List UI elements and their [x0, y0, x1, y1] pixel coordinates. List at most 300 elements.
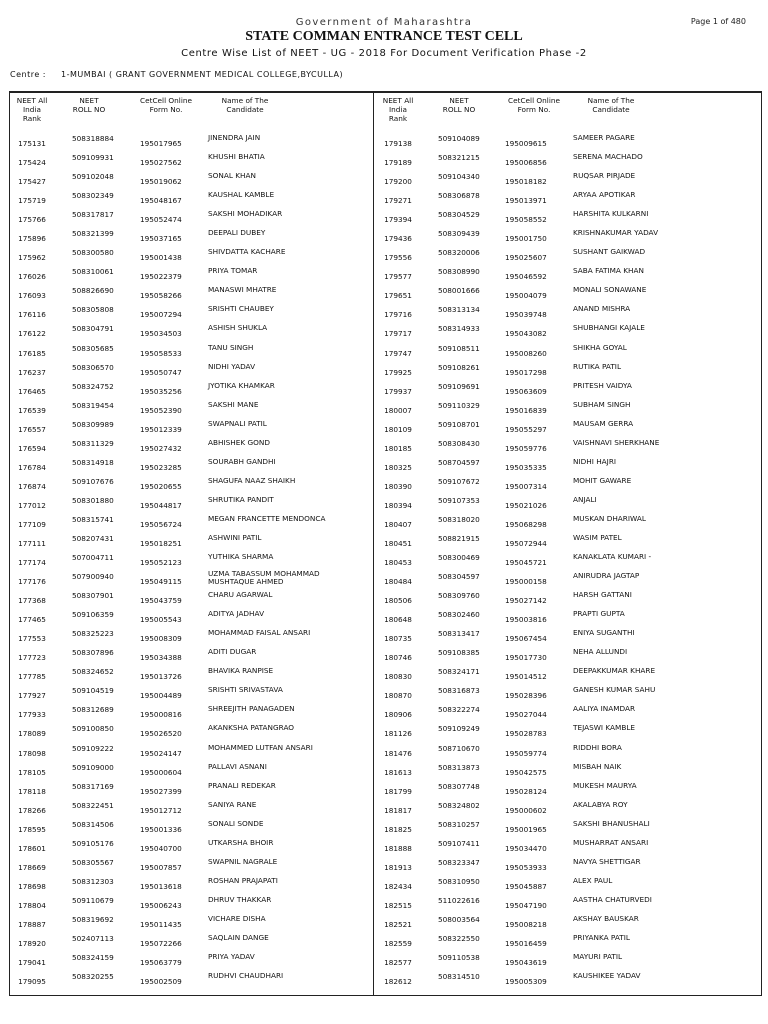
form-no-cell: 195020655 — [140, 481, 182, 491]
table-row — [376, 340, 761, 359]
right-rows — [376, 130, 761, 987]
table-row — [10, 454, 372, 473]
candidate-name-cell: VICHARE DISHA — [208, 913, 266, 923]
roll-no-cell: 508704597 — [438, 457, 480, 467]
roll-no-cell: 508315741 — [72, 514, 114, 524]
roll-no-cell: 508302349 — [72, 191, 114, 201]
candidate-name-cell: AALIYA INAMDAR — [573, 704, 636, 714]
table-row — [10, 301, 372, 320]
roll-no-cell: 508313873 — [438, 762, 480, 772]
candidate-name-cell: MAUSAM GERRA — [573, 418, 634, 428]
form-no-cell: 195004079 — [505, 291, 547, 301]
rank-cell: 178669 — [18, 862, 46, 872]
form-no-cell: 195027432 — [140, 443, 182, 453]
candidate-name-cell: TANU SINGH — [208, 342, 254, 352]
table-row — [376, 720, 761, 739]
table-row — [10, 187, 372, 206]
table-row — [10, 359, 372, 378]
rank-cell: 180830 — [384, 672, 412, 682]
form-no-cell: 195063609 — [505, 386, 547, 396]
rank-cell: 182612 — [384, 977, 412, 987]
candidate-name-cell: ADITYA JADHAV — [208, 609, 265, 619]
roll-no-cell: 509109931 — [72, 153, 114, 163]
roll-no-cell: 508324752 — [72, 381, 114, 391]
roll-no-cell: 508319454 — [72, 400, 114, 410]
form-no-cell: 195017730 — [505, 653, 547, 663]
form-no-cell: 195053933 — [505, 862, 547, 872]
form-no-cell: 195008309 — [140, 634, 182, 644]
roll-no-cell: 509109691 — [438, 381, 480, 391]
candidate-name-cell: MEGAN FRANCETTE MENDONCA — [208, 513, 326, 523]
candidate-name-cell: SWAPNIL NAGRALE — [208, 856, 278, 866]
centre-line — [10, 70, 343, 79]
form-no-cell: 195067454 — [505, 634, 547, 644]
roll-no-cell: 509109249 — [438, 724, 480, 734]
rank-cell: 177723 — [18, 653, 46, 663]
rank-cell: 180746 — [384, 653, 412, 663]
candidate-name-cell: ASHISH SHUKLA — [208, 323, 268, 333]
table-row — [376, 206, 761, 225]
table-row — [376, 549, 761, 568]
rank-cell: 180007 — [384, 405, 412, 415]
table-row — [10, 530, 372, 549]
rank-cell: 176784 — [18, 462, 46, 472]
candidate-name-cell: MOHAMMED LUTFAN ANSARI — [208, 742, 313, 752]
table-row — [376, 568, 761, 587]
candidate-name-cell: MONALI SONAWANE — [573, 285, 647, 295]
roll-no-cell: 508308430 — [438, 438, 480, 448]
roll-no-cell: 508301880 — [72, 495, 114, 505]
header-form: CetCell Online Form No. — [140, 96, 192, 114]
rank-cell: 178098 — [18, 748, 46, 758]
form-no-cell: 195021026 — [505, 500, 547, 510]
candidate-name-cell: SUSHANT GAIKWAD — [573, 247, 646, 257]
candidate-name-cell: SHUBHANGI KAJALE — [573, 323, 645, 333]
roll-no-cell: 508313417 — [438, 629, 480, 639]
table-row — [10, 816, 372, 835]
form-no-cell: 195039748 — [505, 310, 547, 320]
table-row — [10, 549, 372, 568]
candidate-name-cell: RUQSAR PIRJADE — [573, 171, 636, 181]
form-no-cell: 195028783 — [505, 729, 547, 739]
roll-no-cell: 508300580 — [72, 248, 114, 258]
table-row — [10, 949, 372, 968]
candidate-name-cell: SABA FATIMA KHAN — [573, 266, 644, 276]
candidate-name-cell: PRIYANKA PATIL — [573, 932, 630, 942]
roll-no-cell: 508320006 — [438, 248, 480, 258]
rank-cell: 180870 — [384, 691, 412, 701]
candidate-name-cell: SAKSHI BHANUSHALI — [573, 818, 650, 828]
right-table — [376, 96, 761, 987]
form-no-cell: 195059776 — [505, 443, 547, 453]
form-no-cell: 195006243 — [140, 900, 182, 910]
rank-cell: 179271 — [384, 196, 412, 206]
table-row — [376, 797, 761, 816]
rank-cell: 179436 — [384, 234, 412, 244]
rank-cell: 180451 — [384, 538, 412, 548]
candidate-name-cell: ADITI DUGAR — [208, 647, 257, 657]
candidate-name-cell: UTKARSHA BHOIR — [208, 837, 274, 847]
form-no-cell: 195007294 — [140, 310, 182, 320]
rank-cell: 181476 — [384, 748, 412, 758]
candidate-name-cell: PRANALI REDEKAR — [208, 780, 276, 790]
form-no-cell: 195023285 — [140, 462, 182, 472]
candidate-name-cell: NIDHI YADAV — [208, 361, 256, 371]
candidate-name-cell: DEEPAKKUMAR KHARE — [573, 666, 656, 676]
rank-cell: 176465 — [18, 386, 46, 396]
roll-no-cell: 508325223 — [72, 629, 114, 639]
candidate-name-cell: RUTIKA PATIL — [573, 361, 622, 371]
table-row — [376, 263, 761, 282]
form-no-cell: 195017298 — [505, 367, 547, 377]
form-no-cell: 195055297 — [505, 424, 547, 434]
roll-no-cell: 508311329 — [72, 438, 114, 448]
table-row — [376, 130, 761, 149]
roll-no-cell: 509108261 — [438, 362, 480, 372]
candidate-name-cell: DHRUV THAKKAR — [208, 894, 272, 904]
candidate-name-cell: MOHIT GAWARE — [573, 475, 632, 485]
form-no-cell: 195068298 — [505, 519, 547, 529]
rank-cell: 179138 — [384, 139, 412, 148]
table-row — [376, 435, 761, 454]
table-row — [10, 759, 372, 778]
candidate-name-cell: HARSHITA KULKARNI — [573, 209, 649, 219]
roll-no-cell: 509110329 — [438, 400, 480, 410]
roll-no-cell: 508324652 — [72, 667, 114, 677]
form-no-cell: 195034470 — [505, 843, 547, 853]
form-no-cell: 195034503 — [140, 329, 182, 339]
candidate-name-cell: SRISHTI SRIVASTAVA — [208, 685, 283, 695]
table-row — [376, 244, 761, 263]
table-row — [376, 282, 761, 301]
table-row — [10, 416, 372, 435]
form-no-cell: 195012712 — [140, 805, 182, 815]
table-row — [10, 720, 372, 739]
rank-cell: 180648 — [384, 615, 412, 625]
form-no-cell: 195048167 — [140, 196, 182, 206]
roll-no-cell: 508304597 — [438, 572, 480, 582]
form-no-cell: 195000816 — [140, 710, 182, 720]
header-roll: NEET ROLL NO — [442, 96, 476, 114]
candidate-name-cell: KHUSHI BHATIA — [208, 152, 265, 162]
rank-cell: 175896 — [18, 234, 46, 244]
table-row — [376, 759, 761, 778]
roll-no-cell: 508207431 — [72, 533, 114, 543]
right-table-header — [376, 96, 761, 130]
form-no-cell: 195005543 — [140, 615, 182, 625]
rank-cell: 176116 — [18, 310, 46, 320]
table-row — [10, 244, 372, 263]
candidate-name-cell: MANASWI MHATRE — [208, 285, 277, 295]
table-row — [10, 740, 372, 759]
table-row — [10, 968, 372, 987]
candidate-name-cell: BHAVIKA RANPISE — [208, 666, 274, 676]
roll-no-cell: 509108385 — [438, 648, 480, 658]
candidate-name-cell: AKALABYA ROY — [573, 799, 628, 809]
roll-no-cell: 508001666 — [438, 286, 480, 296]
candidate-name-cell: NIDHI HAJRI — [573, 456, 617, 466]
roll-no-cell: 508305808 — [72, 305, 114, 315]
government-heading: Government of Maharashtra — [295, 17, 473, 28]
roll-no-cell: 511022616 — [438, 895, 480, 905]
roll-no-cell: 509109000 — [72, 762, 114, 772]
table-row — [10, 644, 372, 663]
candidate-name-cell: MUSHARRAT ANSARI — [573, 837, 649, 847]
rank-cell: 177109 — [18, 519, 46, 529]
table-row — [376, 663, 761, 682]
rank-cell: 179937 — [384, 386, 412, 396]
rank-cell: 178105 — [18, 767, 46, 777]
table-row — [376, 397, 761, 416]
form-no-cell: 195052123 — [140, 558, 182, 568]
table-row — [376, 454, 761, 473]
form-no-cell: 195058533 — [140, 348, 182, 358]
candidate-name-cell: SHAGUFA NAAZ SHAIKH — [208, 475, 296, 485]
roll-no-cell: 508314933 — [438, 324, 480, 334]
roll-no-cell: 508306878 — [438, 191, 480, 201]
roll-no-cell: 508305567 — [72, 857, 114, 867]
rank-cell: 179556 — [384, 253, 412, 263]
candidate-name-cell: PRAPTI GUPTA — [573, 609, 625, 619]
candidate-name-cell: SOURABH GANDHI — [208, 456, 276, 466]
roll-no-cell: 508309439 — [438, 229, 480, 239]
form-no-cell: 195044817 — [140, 500, 182, 510]
table-row — [376, 740, 761, 759]
table-row — [10, 378, 372, 397]
form-no-cell: 195022379 — [140, 272, 182, 282]
roll-no-cell: 509105176 — [72, 838, 114, 848]
form-no-cell: 195052390 — [140, 405, 182, 415]
roll-no-cell: 508316873 — [438, 686, 480, 696]
roll-no-cell: 508307896 — [72, 648, 114, 658]
rank-cell: 181825 — [384, 824, 412, 834]
candidate-name-cell: SHREEJITH PANAGADEN — [208, 704, 295, 714]
roll-no-cell: 508309989 — [72, 419, 114, 429]
candidate-name-cell: SAMEER PAGARE — [573, 133, 635, 142]
roll-no-cell: 508322274 — [438, 705, 480, 715]
form-no-cell: 195003816 — [505, 615, 547, 625]
form-no-cell: 195008260 — [505, 348, 547, 358]
roll-no-cell: 508312303 — [72, 876, 114, 886]
table-row — [376, 644, 761, 663]
candidate-name-cell: ANAND MISHRA — [573, 304, 631, 314]
rank-cell: 181913 — [384, 862, 412, 872]
form-no-cell: 195037165 — [140, 234, 182, 244]
form-no-cell: 195005309 — [505, 977, 547, 987]
form-no-cell: 195047190 — [505, 900, 547, 910]
candidate-name-cell: SANIYA RANE — [208, 799, 257, 809]
rank-cell: 180453 — [384, 558, 412, 568]
roll-no-cell: 508310061 — [72, 267, 114, 277]
form-no-cell: 195046592 — [505, 272, 547, 282]
form-no-cell: 195019062 — [140, 177, 182, 187]
candidate-name-cell: ROSHAN PRAJAPATI — [208, 875, 278, 885]
form-no-cell: 195014512 — [505, 672, 547, 682]
rank-cell: 180506 — [384, 596, 412, 606]
roll-no-cell: 509107353 — [438, 495, 480, 505]
rank-cell: 178118 — [18, 786, 46, 796]
left-table — [10, 96, 372, 987]
candidate-name-cell: CHARU AGARWAL — [208, 590, 273, 600]
roll-no-cell: 508003564 — [438, 914, 480, 924]
form-no-cell: 195008218 — [505, 919, 547, 929]
candidate-name-cell: SHIKHA GOYAL — [573, 342, 627, 352]
roll-no-cell: 508317169 — [72, 781, 114, 791]
rank-cell: 180185 — [384, 443, 412, 453]
form-no-cell: 195013726 — [140, 672, 182, 682]
candidate-name-cell: RUDHVI CHAUDHARI — [208, 971, 284, 981]
form-no-cell: 195049115 — [140, 577, 182, 587]
candidate-name-cell: SWAPNALI PATIL — [208, 418, 267, 428]
form-no-cell: 195016839 — [505, 405, 547, 415]
candidate-name-cell: KAUSHIKEE YADAV — [573, 971, 641, 981]
candidate-name-cell: ANJALI — [573, 494, 597, 504]
form-no-cell: 195052474 — [140, 215, 182, 225]
table-row — [376, 301, 761, 320]
candidate-name-cell: MISBAH NAIK — [573, 761, 622, 771]
roll-no-cell: 509110538 — [438, 953, 480, 963]
roll-no-cell: 508322550 — [438, 933, 480, 943]
candidate-name-cell: SONALI SONDE — [208, 818, 264, 828]
rank-cell: 178601 — [18, 843, 46, 853]
roll-no-cell: 508710670 — [438, 743, 480, 753]
roll-no-cell: 509102048 — [72, 172, 114, 182]
form-no-cell: 195045721 — [505, 558, 547, 568]
roll-no-cell: 508307901 — [72, 591, 114, 601]
table-row — [10, 568, 372, 587]
form-no-cell: 195072944 — [505, 538, 547, 548]
form-no-cell: 195043082 — [505, 329, 547, 339]
rank-cell: 178595 — [18, 824, 46, 834]
roll-no-cell: 502407113 — [72, 933, 114, 943]
table-row — [10, 263, 372, 282]
rank-cell: 180390 — [384, 481, 412, 491]
candidate-name-cell: MUKESH MAURYA — [573, 780, 637, 790]
candidate-name-cell: ABHISHEK GOND — [208, 437, 270, 447]
rank-cell: 177553 — [18, 634, 46, 644]
form-no-cell: 195027562 — [140, 158, 182, 168]
candidate-name-cell: KANAKLATA KUMARI - — [573, 552, 652, 562]
table-row — [376, 225, 761, 244]
rank-cell: 180325 — [384, 462, 412, 472]
table-row — [376, 892, 761, 911]
roll-no-cell: 509108701 — [438, 419, 480, 429]
roll-no-cell: 509104340 — [438, 172, 480, 182]
rank-cell: 177012 — [18, 500, 46, 510]
roll-no-cell: 508309760 — [438, 591, 480, 601]
roll-no-cell: 508302460 — [438, 610, 480, 620]
candidate-name-cell: MOHAMMAD FAISAL ANSARI — [208, 628, 311, 638]
roll-no-cell: 508307748 — [438, 781, 480, 791]
table-row — [376, 149, 761, 168]
table-row — [10, 682, 372, 701]
table-row — [376, 949, 761, 968]
rank-cell: 177785 — [18, 672, 46, 682]
table-row — [376, 587, 761, 606]
form-no-cell: 195027399 — [140, 786, 182, 796]
table-row — [10, 435, 372, 454]
candidate-name-cell: SONAL KHAN — [208, 171, 256, 181]
table-row — [10, 892, 372, 911]
roll-no-cell: 507900940 — [72, 572, 114, 582]
rank-cell: 175766 — [18, 215, 46, 225]
form-no-cell: 195058552 — [505, 215, 547, 225]
roll-no-cell: 508310257 — [438, 819, 480, 829]
rank-cell: 179747 — [384, 348, 412, 358]
rank-cell: 181613 — [384, 767, 412, 777]
roll-no-cell: 508324802 — [438, 800, 480, 810]
rank-cell: 177111 — [18, 538, 46, 548]
candidate-name-cell: ARYAA APOTIKAR — [573, 190, 636, 200]
roll-no-cell: 508321399 — [72, 229, 114, 239]
roll-no-cell: 508323347 — [438, 857, 480, 867]
rank-cell: 176539 — [18, 405, 46, 415]
form-no-cell: 195018251 — [140, 538, 182, 548]
form-no-cell: 195006856 — [505, 158, 547, 168]
table-row — [376, 530, 761, 549]
roll-no-cell: 508324159 — [72, 953, 114, 963]
rank-cell: 180484 — [384, 577, 412, 587]
rank-cell: 180735 — [384, 634, 412, 644]
candidate-name-cell: JYOTIKA KHAMKAR — [208, 380, 275, 390]
rank-cell: 179651 — [384, 291, 412, 301]
form-no-cell: 195059774 — [505, 748, 547, 758]
rank-cell: 175719 — [18, 196, 46, 206]
left-table-header — [10, 96, 372, 130]
roll-no-cell: 508312689 — [72, 705, 114, 715]
candidate-name-cell: NAVYA SHETTIGAR — [573, 856, 641, 866]
rank-cell: 181799 — [384, 786, 412, 796]
candidate-name-cell: KRISHNAKUMAR YADAV — [573, 228, 659, 238]
candidate-name-cell: ANIRUDRA JAGTAP — [573, 571, 640, 581]
table-row — [10, 397, 372, 416]
form-no-cell: 195042575 — [505, 767, 547, 777]
rank-cell: 178266 — [18, 805, 46, 815]
table-row — [10, 511, 372, 530]
form-no-cell: 195009615 — [505, 139, 547, 148]
form-no-cell: 195024147 — [140, 748, 182, 758]
roll-no-cell: 509107672 — [438, 476, 480, 486]
candidate-name-cell: PRIYA TOMAR — [208, 266, 258, 276]
form-no-cell: 195017965 — [140, 139, 182, 148]
candidate-name-cell: WASIM PATEL — [573, 532, 622, 542]
candidate-name-cell: ENIYA SUGANTHI — [573, 628, 635, 638]
header-rank: NEET All India Rank — [382, 96, 414, 123]
header-name: Name of The Candidate — [587, 96, 635, 114]
roll-no-cell: 508322451 — [72, 800, 114, 810]
form-no-cell: 195035335 — [505, 462, 547, 472]
table-row — [376, 835, 761, 854]
rank-cell: 179577 — [384, 272, 412, 282]
rank-cell: 176093 — [18, 291, 46, 301]
header-name: Name of The Candidate — [221, 96, 269, 114]
form-no-cell: 195043619 — [505, 958, 547, 968]
table-row — [376, 320, 761, 339]
form-no-cell: 195001965 — [505, 824, 547, 834]
rank-cell: 182559 — [384, 938, 412, 948]
rank-cell: 179189 — [384, 158, 412, 168]
rank-cell: 179041 — [18, 958, 46, 968]
roll-no-cell: 509109222 — [72, 743, 114, 753]
roll-no-cell: 508319692 — [72, 914, 114, 924]
rank-cell: 181817 — [384, 805, 412, 815]
rank-cell: 178887 — [18, 919, 46, 929]
form-no-cell: 195043759 — [140, 596, 182, 606]
roll-no-cell: 509106359 — [72, 610, 114, 620]
form-no-cell: 195034388 — [140, 653, 182, 663]
candidate-name-cell: TEJASWI KAMBLE — [573, 723, 636, 733]
form-no-cell: 195007314 — [505, 481, 547, 491]
